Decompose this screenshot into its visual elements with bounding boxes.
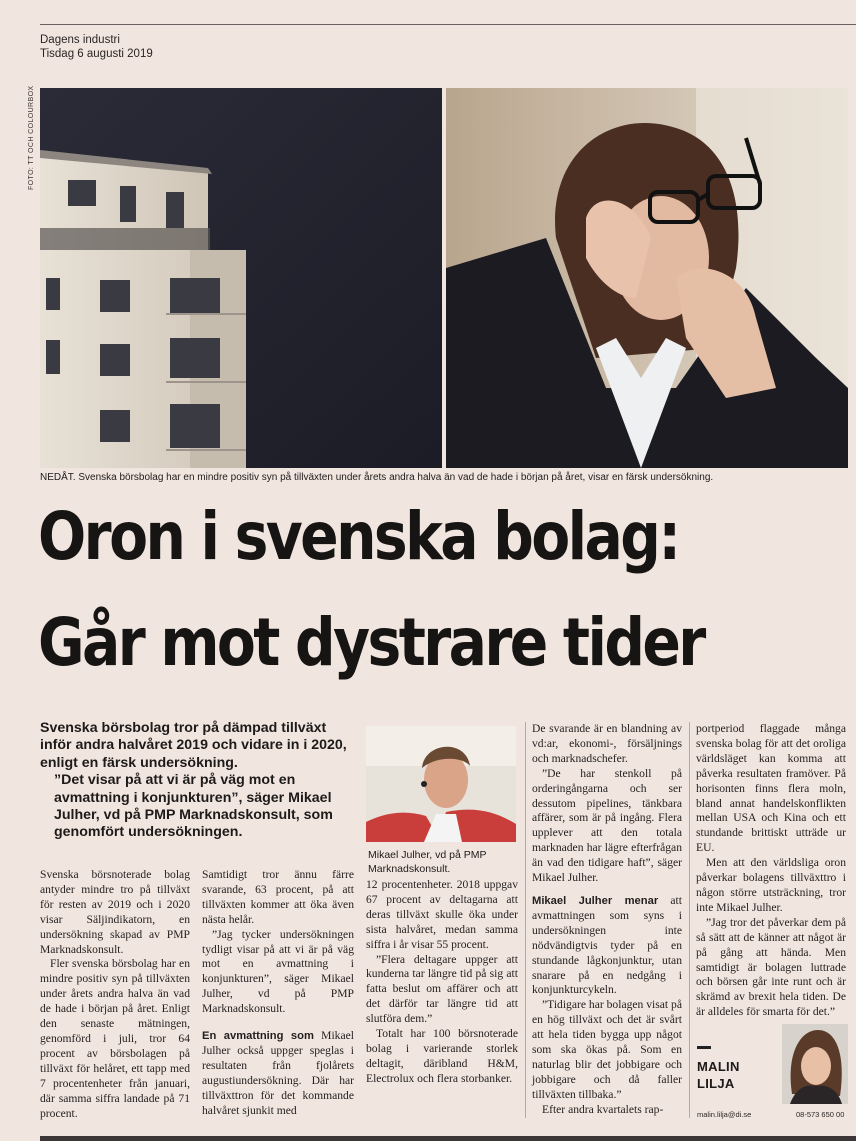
byline-email: malin.lilja@di.se (697, 1110, 752, 1119)
paragraph-subhead (202, 1029, 354, 1118)
paragraph: portperiod flaggade många svenska bolag för att det oroliga världsläget kan komma att påverka resultaten framöver. På horisonten finns flera moln, bland annat handelskonflikten mellan USA och Kina och ett stundande brittiskt utträde ur EU. (696, 722, 846, 855)
top-rule (40, 24, 856, 25)
paragraph: ”De har stenkoll på orderingångarna och ser dessutom pipelines, tänkbara affärer, som är på ingång. Flera upplever att den totala marknaden har lägre efterfrågan än vad den tidigare haft”, säger Mikael Julher. (532, 766, 682, 885)
column-divider (689, 722, 690, 1118)
photo-byline-malin-lilja (782, 1024, 848, 1104)
photo-credit: FOTO: TT OCH COLOURBOX (28, 85, 35, 190)
paragraph: ”Flera deltagare uppger att kunderna tar längre tid på sig att fatta beslut om affärer och att det därför tar längre tid att slutföra dem.” (366, 952, 518, 1026)
photo-building (40, 88, 442, 468)
paragraph: De svarande är en blandning av vd:ar, ekonomi-, försäljnings och marknadschefer. (532, 722, 682, 765)
paragraph: Efter andra kvartalets rap- (542, 1102, 664, 1116)
paragraph: Svenska börsnoterade bolag antyder mindre tro på tillväxt för resten av 2019 och i 2020 visar Säljindikatorn, en undersökning skapad av PMP Marknadskonsult. (40, 868, 190, 956)
headline-line-2: Går mot dystrare tider (38, 604, 704, 681)
ingress (40, 720, 358, 842)
paragraph: ”Jag tycker undersökningen tydligt visar på att vi är på väg mot en avmattning i konjunkturen”, säger Mikael Julher, vd på PMP Marknadskonsult. (202, 927, 354, 1016)
body-column-4 (532, 722, 682, 1118)
bottom-strip (40, 1136, 856, 1141)
paragraph: Totalt har 100 börsnoterade bolag i varierande storlek deltagit, däribland H&M, Electrolux och flera storbanker. (366, 1027, 518, 1085)
body-column-3 (366, 878, 518, 1087)
portrait-caption: Mikael Julher, vd på PMP Marknadskonsult. (368, 849, 487, 875)
ingress-quote: ”Det visar på att vi är på väg mot en avmattning i konjunkturen”, säger Mikael Julher, vd på PMP Marknadskonsult, som genomfört undersökningen. (54, 772, 333, 841)
photo-portrait-mikael-julher (366, 726, 516, 842)
publication-date: Tisdag 6 augusti 2019 (40, 48, 153, 60)
subhead-lead: En avmattning som (202, 1030, 314, 1043)
paragraph-subhead (532, 894, 682, 998)
photo-caption: NEDÅT. Svenska börsbolag har en mindre positiv syn på tillväxten under årets andra halva än vad de hade i början på året, visar en färsk undersökning. (40, 472, 714, 483)
paragraph: Fler svenska börsbolag har en mindre positiv syn på tillväxten under årets andra halva än vad de hade i början på året. Enligt den senaste mätningen, genomförd i juli, tror 64 procent av börsbolagen på tillväxt för helåret, ett tapp med 7 procentenheter från januari, där samma siffra landade på 71 procent. (40, 957, 190, 1120)
photo-stressed-woman (446, 88, 848, 468)
byline-last-name: LILJA (697, 1076, 735, 1091)
column-divider (525, 722, 526, 1118)
byline-rule (697, 1046, 711, 1049)
ingress-lead: Svenska börsbolag tror på dämpad tillväxt inför andra halvåret 2019 och vidare in i 2020, enligt en färsk undersökning. (40, 720, 347, 771)
headline-line-1: Oron i svenska bolag: (38, 498, 679, 575)
paragraph: ”Tidigare har bolagen visat på en hög tillväxt och det är svårt att hela tiden bygga upp något som ska ökas på. Som en naturlag blir det jobbigare och jobbigare och då faller tillväxten tillbaka.” (532, 998, 682, 1101)
paragraph: Men att den världsliga oron påverkar bolagens tillväxttro i någon större utsträckning, tror inte Mikael Julher. (696, 856, 846, 914)
paragraph: ”Jag tror det påverkar dem på så sätt att de känner att något är på gång att hända. Men samtidigt är bolagen luttrade och börsen går inte runt och är skrämd av brexit hela tiden. De är alldeles för smarta för det.” (696, 915, 846, 1019)
byline-phone: 08-573 650 00 (796, 1110, 845, 1119)
publication-name: Dagens industri (40, 34, 120, 46)
body-column-1 (40, 868, 190, 1121)
byline-first-name: MALIN (697, 1059, 740, 1074)
body-column-2 (202, 868, 354, 1119)
paragraph: 12 procentenheter. 2018 uppgav 67 procent av deltagarna att deras tillväxt skulle öka under sista halvåret, medan samma siffra i år visar 55 procent. (366, 878, 518, 951)
paragraph-text: att avmattningen som syns i undersökningen inte nödvändigtvis tyder på en stundande lågkonjunktur, utan snarare på en nedgång i konjunkturcykeln. (532, 893, 682, 997)
paragraph-text: Mikael Julher också uppger speglas i resultaten från fjolårets augustiundersökning. Där har tillväxttron för det kommande halvåret sjunkit med (202, 1029, 354, 1117)
paragraph: Samtidigt tror ännu färre svarande, 63 procent, på att tillväxten kommer att öka även nästa helår. (202, 868, 354, 926)
body-column-5 (696, 722, 846, 1020)
subhead-lead: Mikael Julher menar (532, 894, 659, 907)
